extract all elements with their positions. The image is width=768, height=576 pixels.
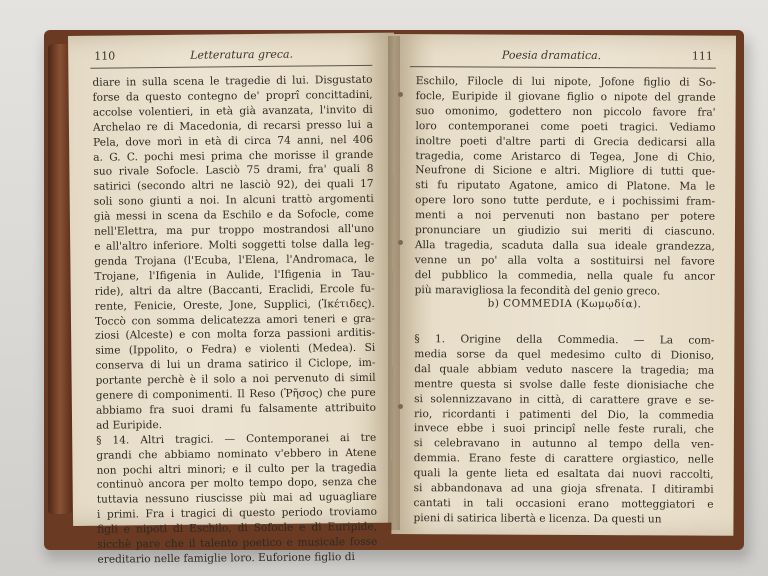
text-line: Archelao re di Macedonia, di recarsi presso lui a (92, 118, 374, 134)
text-line: e all'altro inferiore. Molti soggetti tolse dalla leg- (94, 237, 375, 253)
text-line: § 14. Altri tragici. — Contemporanei ai tre (96, 431, 377, 447)
section-title: b) COMMEDIA (Κωμῳδία). (487, 297, 642, 311)
text-line: ad Euripide. (96, 418, 163, 432)
text-line: Trojane, l'Ifigenia in Aulide, l'Ifigenia in Tau- (94, 267, 375, 283)
text-line: focle, Euripide il giovane figlio o nipote del grande (415, 90, 716, 104)
binding-hole (398, 92, 403, 97)
text-line: soli sono giunti a noi. In alcuni trattò argomenti (93, 193, 374, 208)
text-line: mentre questa si svolse dalle feste dionisiache che (414, 377, 715, 392)
text-line: quali la gente lieta ed esaltata dai nuovi raccolti, (413, 467, 714, 481)
binding-hole (398, 240, 403, 245)
text-line: ziosi (Alceste) e con molta forza passioni arditis- (95, 327, 376, 343)
text-line: media sorse da quel medesimo culto di Dioniso, (414, 348, 715, 362)
text-line: § 1. Origine della Commedia. — La com- (414, 333, 715, 347)
text-line: menti a noi pervenuti non bastano per potere (415, 209, 716, 223)
text-line: a. G. C. pochi mesi prima che morisse il grande (93, 148, 374, 164)
right-header-rule (410, 66, 716, 69)
left-running-head: Letteratura greca. (190, 47, 294, 62)
text-line: rente, Fenicie, Oreste, Jone, Supplici, (Ἱκέτιδες). (94, 297, 375, 313)
text-line: dal quale abbiam veduto nascere la tragedia; ma (414, 362, 715, 377)
right-page-text-top (415, 74, 716, 299)
text-line: venne un po' alla volta a sostituirsi nel favore (414, 253, 715, 268)
right-page-number: 111 (691, 49, 713, 63)
right-page-header (394, 48, 736, 63)
left-page-text (92, 73, 377, 568)
text-line: sicchè pare che il talento poetico e musicale fosse (97, 535, 378, 551)
right-page-text-bottom (413, 332, 714, 527)
text-line: i primi. Fra i tragici di questo periodo troviamo (96, 506, 378, 522)
binding-hole (398, 404, 403, 409)
text-line: sime (Ippolito, o Fedra) e violenti (Medea). Si (95, 342, 376, 358)
right-running-head: Poesia dramatica. (501, 48, 602, 63)
text-line: invece ebbe i suoi principî nelle feste rurali, che (413, 422, 714, 437)
text-line: grandi che abbiamo nominato v'ebbero in Atene (96, 446, 377, 462)
text-line: più maravigliosa la fecondità del genio greco. (414, 283, 661, 298)
text-line: Alla tragedia, scaduta dalla sua ideale grandezza, (414, 239, 715, 253)
right-page (391, 34, 736, 536)
text-line: suo omonimo, godettero non piccolo favore fra' (415, 104, 716, 119)
text-line: continuò ancora per molto tempo dopo, senza che (96, 476, 377, 492)
text-line: ereditario nelle famiglie loro. Euforione figlio di (97, 551, 355, 566)
text-line: suo rivale Sofocle. Lasciò 75 drami, fra' quali 8 (93, 163, 374, 179)
text-line: ride), altri da altre (Baccanti, Eraclidi, Ercole fu- (94, 282, 375, 298)
text-line: nell'Elettra, ma pur troppo mostrandosi all'uno (93, 222, 375, 238)
text-line: accolse volentieri, in età già avanzata, l'invito di (92, 103, 373, 119)
text-line: satirici (secondo altri ne lasciò 92), dei quali 17 (93, 178, 374, 194)
left-page-number: 110 (94, 49, 116, 63)
text-line: figli e nipoti di Eschilo, di Sofocle e di Euripide, (97, 520, 378, 536)
text-line: genere di componimenti. Il Reso (Ῥῆσος) che pure (95, 386, 376, 402)
text-line: abbiamo fra suoi drami fu falsamente attribuito (95, 401, 376, 417)
text-line: forse da questo contegno de' proprî concittadini, (92, 88, 373, 104)
text-line: Eschilo, Filocle di lui nipote, Jofone figlio di So- (415, 75, 716, 89)
text-line: non pochi altri minori; e il culto per la tragedia (96, 461, 377, 477)
text-line: Pela, dove morì in età di circa 74 anni, nel 406 (93, 133, 374, 149)
text-line: del pubblico la commedia, nella quale fu ancor (414, 268, 715, 283)
text-line: Toccò con somma delicatezza amori teneri e gra- (94, 312, 376, 328)
text-line: Neufrone di Sicione e altri. Migliore di tutti que- (415, 164, 716, 179)
text-line: conserva di lui un drama satirico il Ciclope, im- (95, 357, 376, 372)
text-line: si abbandonava ad una gioja sfrenata. I ditirambi (413, 482, 714, 496)
text-line: tragedia, come Aristarco di Tegea, Jone di Chio, (415, 149, 716, 164)
left-header-rule (90, 65, 372, 69)
text-line: sti fu riputato Agatone, amico di Platone. Ma le (415, 179, 716, 194)
text-line: genda Trojana (l'Ecuba, l'Elena, l'Andromaca, le (94, 252, 375, 268)
book-gutter (388, 36, 400, 530)
text-line: opere loro sono tutte perdute, e i pochissimi fram- (415, 194, 716, 208)
text-line: portante perchè è il solo a noi pervenuto di simil (95, 371, 376, 387)
text-line: diare in sulla scena le tragedie di lui. Disgustato (92, 73, 373, 89)
text-line: pieni di satirica libertà e licenza. Da questi un (413, 511, 662, 526)
text-line: si solennizzavano in città, di carattere grave e se- (414, 392, 715, 407)
text-line: cantati in tali occasioni erano motteggiatori e (413, 497, 714, 511)
text-line: rio, ricordanti i patimenti del Dio, la commedia (413, 407, 715, 422)
left-page-header (68, 47, 394, 63)
text-line: pronunciare un giudizio sui meriti di ciascuno. (414, 224, 716, 238)
text-line: inoltre poeti d'altre parti di Grecia dedicarsi alla (415, 134, 716, 149)
text-line: già messi in scena da Eschilo e da Sofocle, come (93, 207, 374, 223)
text-line: si celebravano in autunno al tempo della ven- (413, 437, 714, 452)
text-line: loro contemporanei come poeti tragici. Vediamo (415, 119, 716, 134)
left-page (68, 33, 399, 566)
text-line: demmia. Erano feste di carattere orgiastico, nelle (413, 452, 714, 466)
text-line: tuttavia nessuno riuscisse più mai ad uguagliare (96, 491, 377, 507)
